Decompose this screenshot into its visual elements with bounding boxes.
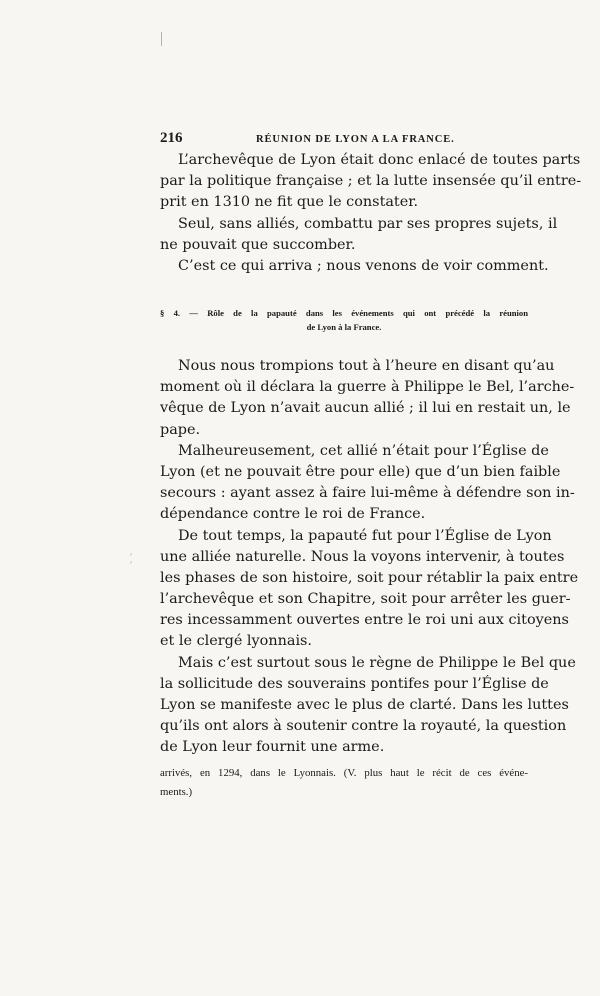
page-number: 216 [160,130,183,146]
text-line: Lyon (et ne pouvait être pour elle) que d’un bien faible [160,463,561,480]
section-heading-line: de Lyon à la France. [306,322,382,332]
footnote-line: ments.) [160,786,193,798]
text-block-main [160,356,579,759]
text-line: l’archevêque et son Chapitre, soit pour arrêter les guer- [160,591,571,608]
text-line: moment où il déclara la guerre à Philippe le Bel, l’arche- [160,379,575,396]
text-line: prit en 1310 ne fit que le constater. [160,194,419,211]
text-line: les phases de son histoire, soit pour rétablir la paix entre [160,569,579,586]
text-line: res incessamment ouvertes entre le roi uni aux citoyens [160,612,569,629]
section-heading-line: § 4. — Rôle de la papauté dans les événements qui ont précédé la réunion [160,308,528,318]
text-line: de Lyon leur fournit une arme. [160,739,385,756]
text-line: dépendance contre le roi de France. [160,506,426,523]
page-header [160,130,528,148]
text-line: pape. [160,421,201,438]
text-line: C’est ce qui arriva ; nous venons de voir comment. [178,257,549,274]
text-line: Lyon se manifeste avec le plus de clarté. Dans les luttes [160,697,569,713]
text-line: De tout temps, la papauté fut pour l’Église de Lyon [178,527,552,544]
text-line: secours : ayant assez à faire lui-même à défendre son in- [160,485,575,502]
text-line: Seul, sans alliés, combattu par ses propres sujets, il [178,215,558,232]
margin-mark: ˊ ˊ [128,554,133,573]
text-line: qu’ils ont alors à soutenir contre la royauté, la question [160,718,567,735]
text-line: une alliée naturelle. Nous la voyons intervenir, à toutes [160,548,565,565]
text-block-top [160,150,582,277]
section-heading [160,306,528,334]
running-title: RÉUNION DE LYON A LA FRANCE. [256,134,455,145]
text-line: vêque de Lyon n’avait aucun allié ; il lui en restait un, le [160,400,571,417]
text-line: par la politique française ; et la lutte insensée qu’il entre- [160,173,582,190]
text-line: Malheureusement, cet allié n’était pour l’Église de [178,442,549,459]
text-line: la sollicitude des souverains pontifes pour l’Église de [160,675,549,692]
text-line: et le clergé lyonnais. [160,633,313,650]
text-line: Nous nous trompions tout à l’heure en disant qu’au [178,358,555,374]
text-line: L’archevêque de Lyon était donc enlacé de toutes parts [178,152,581,168]
footnote-line: arrivés, en 1294, dans le Lyonnais. (V. plus haut le récit de ces événe- [160,767,528,779]
text-line: ne pouvait que succomber. [160,236,356,253]
paper-mark [161,32,162,46]
footnote [160,764,528,802]
text-line: Mais c’est surtout sous le règne de Philippe le Bel que [178,654,576,671]
